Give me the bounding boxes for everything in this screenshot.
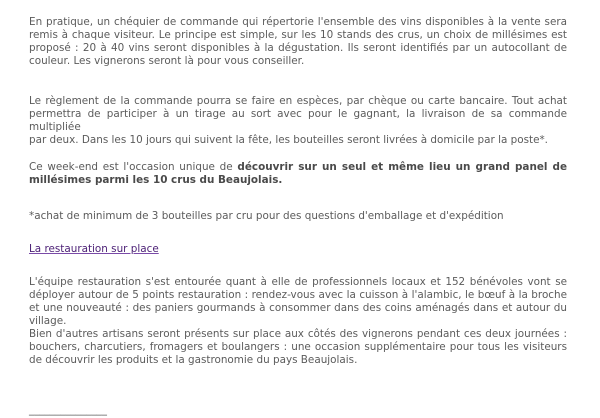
text-line: Bien d'autres artisans seront présents sur place aux côtés des vignerons pendant ces deux journées : [29, 328, 567, 340]
section-heading-restauration[interactable]: La restauration sur place [29, 243, 159, 255]
text-line: couleur. Les vignerons seront là pour vous conseiller. [29, 55, 305, 67]
text-line: par deux. Dans les 10 jours qui suivent la fête, les bouteilles seront livrées à domicile par la poste*. [29, 134, 548, 146]
text-line: L'équipe restauration s'est entourée quant à elle de professionnels locaux et 152 bénévoles vont se [29, 276, 567, 288]
text-line: remis à chaque visiteur. Le principe est simple, sur les 10 stands des crus, un choix de millésimes est [29, 29, 567, 41]
text-line: village. [29, 315, 67, 327]
text-line: déployer autour de 5 points restauration : rendez-vous avec la cuisson à l'alambic, le bœuf à la broche [29, 289, 567, 301]
text-line [29, 161, 567, 174]
text-line: bouchers, charcutiers, fromagers et boulangers : une occasion supplémentaire pour tous les visiteurs [29, 341, 567, 353]
paragraph-payment [29, 95, 567, 147]
footnote [29, 210, 567, 223]
text-line [29, 174, 567, 187]
divider: _______________ [29, 404, 107, 416]
paragraph-order-book [29, 16, 567, 68]
paragraph-restauration [29, 276, 567, 367]
text-line: proposé : 20 à 40 vins seront disponibles à la dégustation. Ils seront identifiés par un autocollant de [29, 42, 567, 54]
footnote-text: *achat de minimum de 3 bouteilles par cru pour des questions d'emballage et d'expédition [29, 210, 504, 222]
text-line: Le règlement de la commande pourra se faire en espèces, par chèque ou carte bancaire. Tout achat [29, 95, 567, 107]
weekend-highlight-text: millésimes parmi les 10 crus du Beaujolais. [29, 174, 283, 186]
text-line: de découvrir les produits et la gastronomie du pays Beaujolais. [29, 354, 358, 366]
text-line: et une nouveauté : des paniers gourmands à consommer dans des coins aménagés dans et autour du [29, 302, 567, 314]
text-line: En pratique, un chéquier de commande qui répertorie l'ensemble des vins disponibles à la vente sera [29, 16, 567, 28]
weekend-highlight-text: découvrir sur un seul et même lieu un grand panel de [237, 161, 567, 173]
weekend-intro-text: Ce week-end est l'occasion unique de [29, 161, 238, 173]
paragraph-weekend [29, 161, 567, 187]
text-line: permettra de participer à un tirage au sort avec pour le gagnant, la livraison de sa commande multipliée [29, 108, 567, 133]
